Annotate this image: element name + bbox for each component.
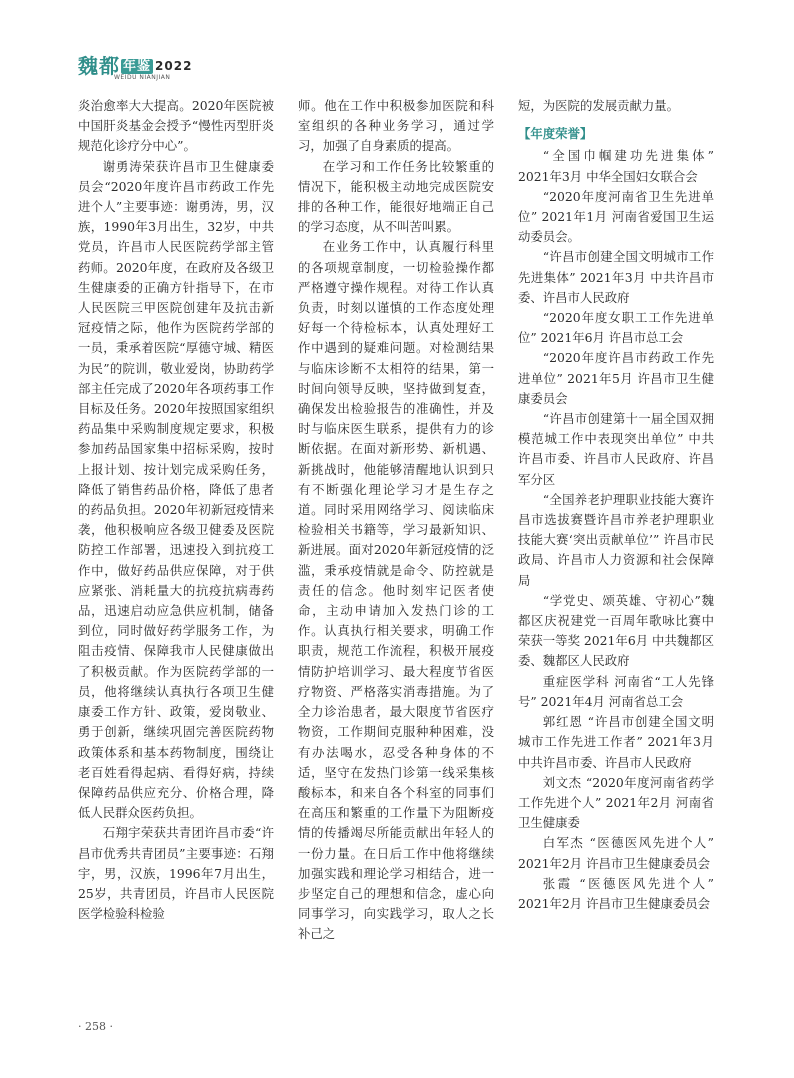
honor-entry: “全国巾帼建功先进集体” 2021年3月 中华全国妇女联合会 — [518, 148, 714, 184]
honor-entry: “学党史、颂英雄、守初心”魏都区庆祝建党一百周年歌咏比赛中荣获一等奖 2021年6月 中共魏都区委、魏都区人民政府 — [518, 592, 714, 669]
text-column-2 — [298, 96, 494, 945]
honor-entry: “2020年度许昌市药政工作先进单位” 2021年5月 许昌市卫生健康委员会 — [518, 350, 714, 406]
honor-entry: 张霞 “医德医风先进个人” 2021年2月 许昌市卫生健康委员会 — [518, 875, 714, 911]
honor-entry: 白军杰 “医德医风先进个人” 2021年2月 许昌市卫生健康委员会 — [518, 835, 714, 871]
brand-subtitle: WEIDU NIANJIAN — [114, 74, 171, 81]
text-column-1 — [78, 96, 274, 924]
honor-entry: 重症医学科 河南省“工人先锋号” 2021年4月 河南省总工会 — [518, 673, 714, 709]
honor-entry: “许昌市创建第十一届全国双拥模范城工作中表现突出单位” 中共许昌市委、许昌市人民政府、许昌军分区 — [518, 411, 714, 487]
paragraph: 师。他在工作中积极参加医院和科室组织的各种业务学习，通过学习，加强了自身素质的提高。 — [298, 98, 494, 154]
yearbook-badge: 年鉴 — [123, 59, 152, 74]
paragraph: 谢勇涛荣获许昌市卫生健康委员会“2020年度许昌市药政工作先进个人”主要事迹：谢勇涛，男，汉族，1990年3月出生，32岁，中共党员，许昌市人民医院药学部主管药师。2020年度，在政府及各级卫生健康委的正确方针指导下，在市人民医院三甲医院创建年及抗击新冠疫情之际，他作为医院药学部的一员，秉承着医院“厚德守城、精医为民”的院训，敬业爱岗，协助药学部主任完成了2020年各项药事工作目标及任务。2020年按照国家组织药品集中采购制度规定要求，积极参加药品国家集中招标采购，按时上报计划、按计划完成采购任务，降低了销售药品价格，降低了患者的药品负担。2020年初新冠疫情来袭，他积极响应各级卫健委及医院防控工作部署，迅速投入到抗疫工作中，做好药品供应保障，对于供应紧张、消耗量大的抗疫抗病毒药品，迅速启动应急供应机制，储备到位，同时做好药学服务工作，为阻击疫情、保障我市人民健康做出了积极贡献。作为医院药学部的一员，他将继续认真执行各项卫生健康委工作方针、政策，爱岗敬业、勇于创新，继续巩固完善医院药物政策体系和基本药物制度，围绕让老百姓看得起病、看得好病，持续保障药品供应充分、价格合理，降低人民群众医药负担。 — [78, 158, 274, 821]
page-number: · 258 · — [78, 1020, 113, 1033]
brand-name: 魏都 — [78, 54, 120, 78]
honor-entry: “2020年度河南省卫生先进单位” 2021年1月 河南省爱国卫生运动委员会。 — [518, 188, 714, 245]
page-header — [78, 50, 278, 90]
honor-entry: “2020年度女职工工作先进单位” 2021年6月 许昌市总工会 — [518, 310, 714, 346]
honor-entry: 郭红恩 “许昌市创建全国文明城市工作先进工作者” 2021年3月 中共许昌市委、许昌市人民政府 — [518, 714, 714, 770]
honor-entry: 刘文杰 “2020年度河南省药学工作先进个人” 2021年2月 河南省卫生健康委 — [518, 774, 714, 831]
honor-entry: “许昌市创建全国文明城市工作先进集体” 2021年3月 中共许昌市委、许昌市人民政府 — [518, 249, 714, 305]
yearbook-year: 2022 — [155, 59, 193, 73]
honors-list — [518, 146, 714, 914]
honor-entry: “全国养老护理职业技能大赛许昌市选拔赛暨许昌市养老护理职业技能大赛‘突出贡献单位’” 许昌市民政局、许昌市人力资源和社会保障局 — [518, 491, 714, 588]
paragraph: 石翔宇荣获共青团许昌市委“许昌市优秀共青团员”主要事迹：石翔宇，男，汉族，1996年7月出生，25岁，共青团员，许昌市人民医院医学检验科检验 — [78, 825, 274, 922]
paragraph: 炎治愈率大大提高。2020年医院被中国肝炎基金会授予“慢性丙型肝炎规范化诊疗分中心”。 — [78, 98, 274, 154]
paragraph: 短，为医院的发展贡献力量。 — [518, 98, 680, 113]
section-heading-annual-honors: 【年度荣誉】 — [518, 126, 593, 142]
paragraph: 在学习和工作任务比较繁重的情况下，能积极主动地完成医院安排的各种工作，能很好地端正自己的学习态度，从不叫苦叫累。 — [298, 158, 494, 235]
paragraph: 在业务工作中，认真履行科里的各项规章制度，一切检验操作都严格遵守操作规程。对待工作认真负责，时刻以谨慎的工作态度处理好每一个待检标本，认真处理好工作中遇到的疑难问题。对检测结果与临床诊断不太相符的结果，第一时间向领导反映，坚持做到复查，确保发出检验报告的准确性，并及时与临床医生联系，提供有力的诊断依据。在面对新形势、新机遇、新挑战时，他能够清醒地认识到只有不断强化理论学习才是生存之道。同时采用网络学习、阅读临床检验相关书籍等，学习最新知识、新进展。面对2020年新冠疫情的泛滥，秉承疫情就是命令、防控就是责任的信念。他时刻牢记医者使命，主动申请加入发热门诊的工作。认真执行相关要求，明确工作职责，规范工作流程，积极开展疫情防护培训学习、最大程度节省医疗物资、严格落实消毒措施。为了全力诊治患者，最大限度节省医疗物资，工作期间克服种种困难，没有办法喝水，忍受各种身体的不适，坚守在发热门诊第一线采集核酸标本，和来自各个科室的同事们在高压和繁重的工作量下为阻断疫情的传播竭尽所能贡献出年轻人的一份力量。在日后工作中他将继续加强实践和理论学习相结合，进一步坚定自己的理想和信念，虚心向同事学习，向实践学习，取人之长补己之 — [298, 239, 494, 942]
text-column-3 — [518, 96, 714, 914]
